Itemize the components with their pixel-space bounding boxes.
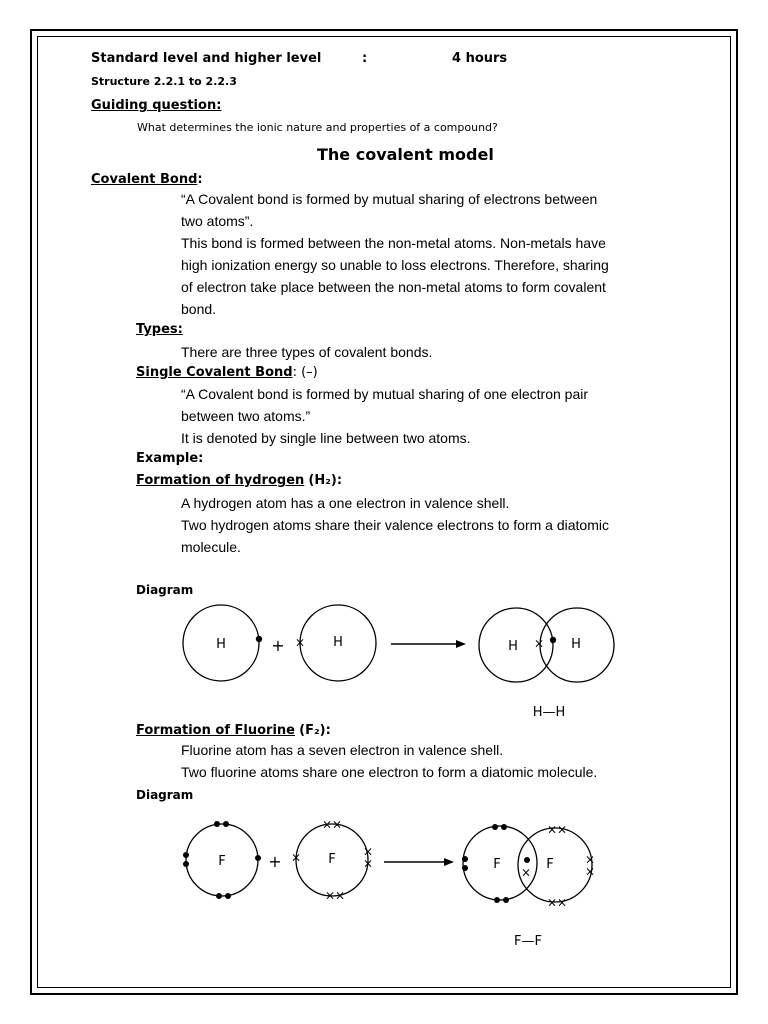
electron-cross: × (584, 864, 596, 879)
electron-cross-pair: ×× (321, 817, 343, 832)
fluorine-line: Two fluorine atoms share one electron to form a diatomic molecule. (181, 764, 598, 780)
fluorine-atom-label: F (218, 854, 226, 869)
hydrogen-line: A hydrogen atom has a one electron in valence shell. (181, 495, 510, 511)
fluorine-heading: Formation of Fluorine (136, 723, 295, 738)
hydrogen-diagram-label: Diagram (136, 583, 194, 597)
electron-dot (462, 856, 468, 862)
hydrogen-formula: (H₂): (308, 473, 343, 488)
single-bond-line: between two atoms.” (181, 408, 311, 424)
electron-dot (216, 893, 222, 899)
plus-sign: + (271, 636, 285, 655)
fluorine-atom-label: F (546, 857, 554, 872)
electron-cross: × (584, 852, 596, 867)
hydrogen-atom-label: H (216, 637, 226, 652)
structure-label: Structure 2.2.1 to 2.2.3 (91, 75, 237, 88)
covalent-bond-heading: Covalent Bond (91, 172, 198, 187)
hydrogen-heading: Formation of hydrogen (136, 473, 305, 488)
types-heading: Types: (136, 322, 183, 337)
electron-dot (503, 897, 509, 903)
electron-dot (223, 821, 229, 827)
electron-cross-pair: ×× (546, 822, 568, 837)
arrow-head (444, 858, 454, 866)
electron-dot (183, 852, 189, 858)
fluorine-formula: (F₂): (299, 723, 331, 738)
electron-dot (183, 861, 189, 867)
duration-label: 4 hours (452, 51, 508, 66)
single-bond-symbol: : (–) (292, 365, 318, 380)
electron-cross: × (362, 856, 374, 871)
covalent-bond-line: two atoms”. (181, 213, 254, 229)
covalent-bond-line: bond. (181, 301, 217, 317)
electron-cross: × (520, 865, 532, 880)
electron-cross-pair: ×× (546, 895, 568, 910)
guiding-question-text: What determines the ionic nature and properties of a compound? (137, 121, 498, 134)
level-colon: : (362, 51, 368, 66)
fluorine-bond-formula: F—F (514, 934, 542, 949)
covalent-bond-heading-colon: : (197, 172, 203, 187)
guiding-question-heading: Guiding question: (91, 98, 222, 113)
electron-dot (255, 855, 261, 861)
covalent-bond-line: high ionization energy so unable to loss electrons. Therefore, sharing (181, 257, 609, 273)
single-bond-heading: Single Covalent Bond (136, 365, 293, 380)
fluorine-atom-label: F (493, 857, 501, 872)
single-bond-line: “A Covalent bond is formed by mutual sharing of one electron pair (181, 386, 589, 402)
page-title: The covalent model (317, 145, 494, 164)
hydrogen-line: Two hydrogen atoms share their valence electrons to form a diatomic (181, 517, 609, 533)
fluorine-line: Fluorine atom has a seven electron in valence shell. (181, 742, 504, 758)
electron-cross: × (290, 850, 302, 865)
electron-dot (524, 857, 530, 863)
electron-cross: × (294, 635, 306, 650)
electron-dot (492, 824, 498, 830)
single-bond-line: It is denoted by single line between two atoms. (181, 430, 471, 446)
electron-dot (494, 897, 500, 903)
plus-sign: + (268, 852, 282, 871)
electron-dot (214, 821, 220, 827)
electron-dot (501, 824, 507, 830)
hydrogen-atom-label: H (571, 637, 581, 652)
hydrogen-atom-label: H (333, 635, 343, 650)
types-text: There are three types of covalent bonds. (181, 344, 433, 360)
hydrogen-line: molecule. (181, 539, 241, 555)
fluorine-atom-label: F (328, 852, 336, 867)
electron-dot (462, 865, 468, 871)
electron-dot (225, 893, 231, 899)
hydrogen-bond-formula: H—H (532, 705, 566, 720)
fluorine-diagram-label: Diagram (136, 788, 194, 802)
level-label: Standard level and higher level (91, 51, 322, 66)
electron-cross: × (533, 636, 545, 651)
covalent-bond-line: “A Covalent bond is formed by mutual sharing of electrons between (181, 191, 598, 207)
electron-cross: × (362, 844, 374, 859)
covalent-bond-line: This bond is formed between the non-metal atoms. Non-metals have (181, 235, 606, 251)
hydrogen-atom-label: H (508, 639, 518, 654)
covalent-bond-line: of electron take place between the non-metal atoms to form covalent (181, 279, 606, 295)
electron-cross-pair: ×× (324, 888, 346, 903)
example-label: Example: (136, 451, 204, 466)
